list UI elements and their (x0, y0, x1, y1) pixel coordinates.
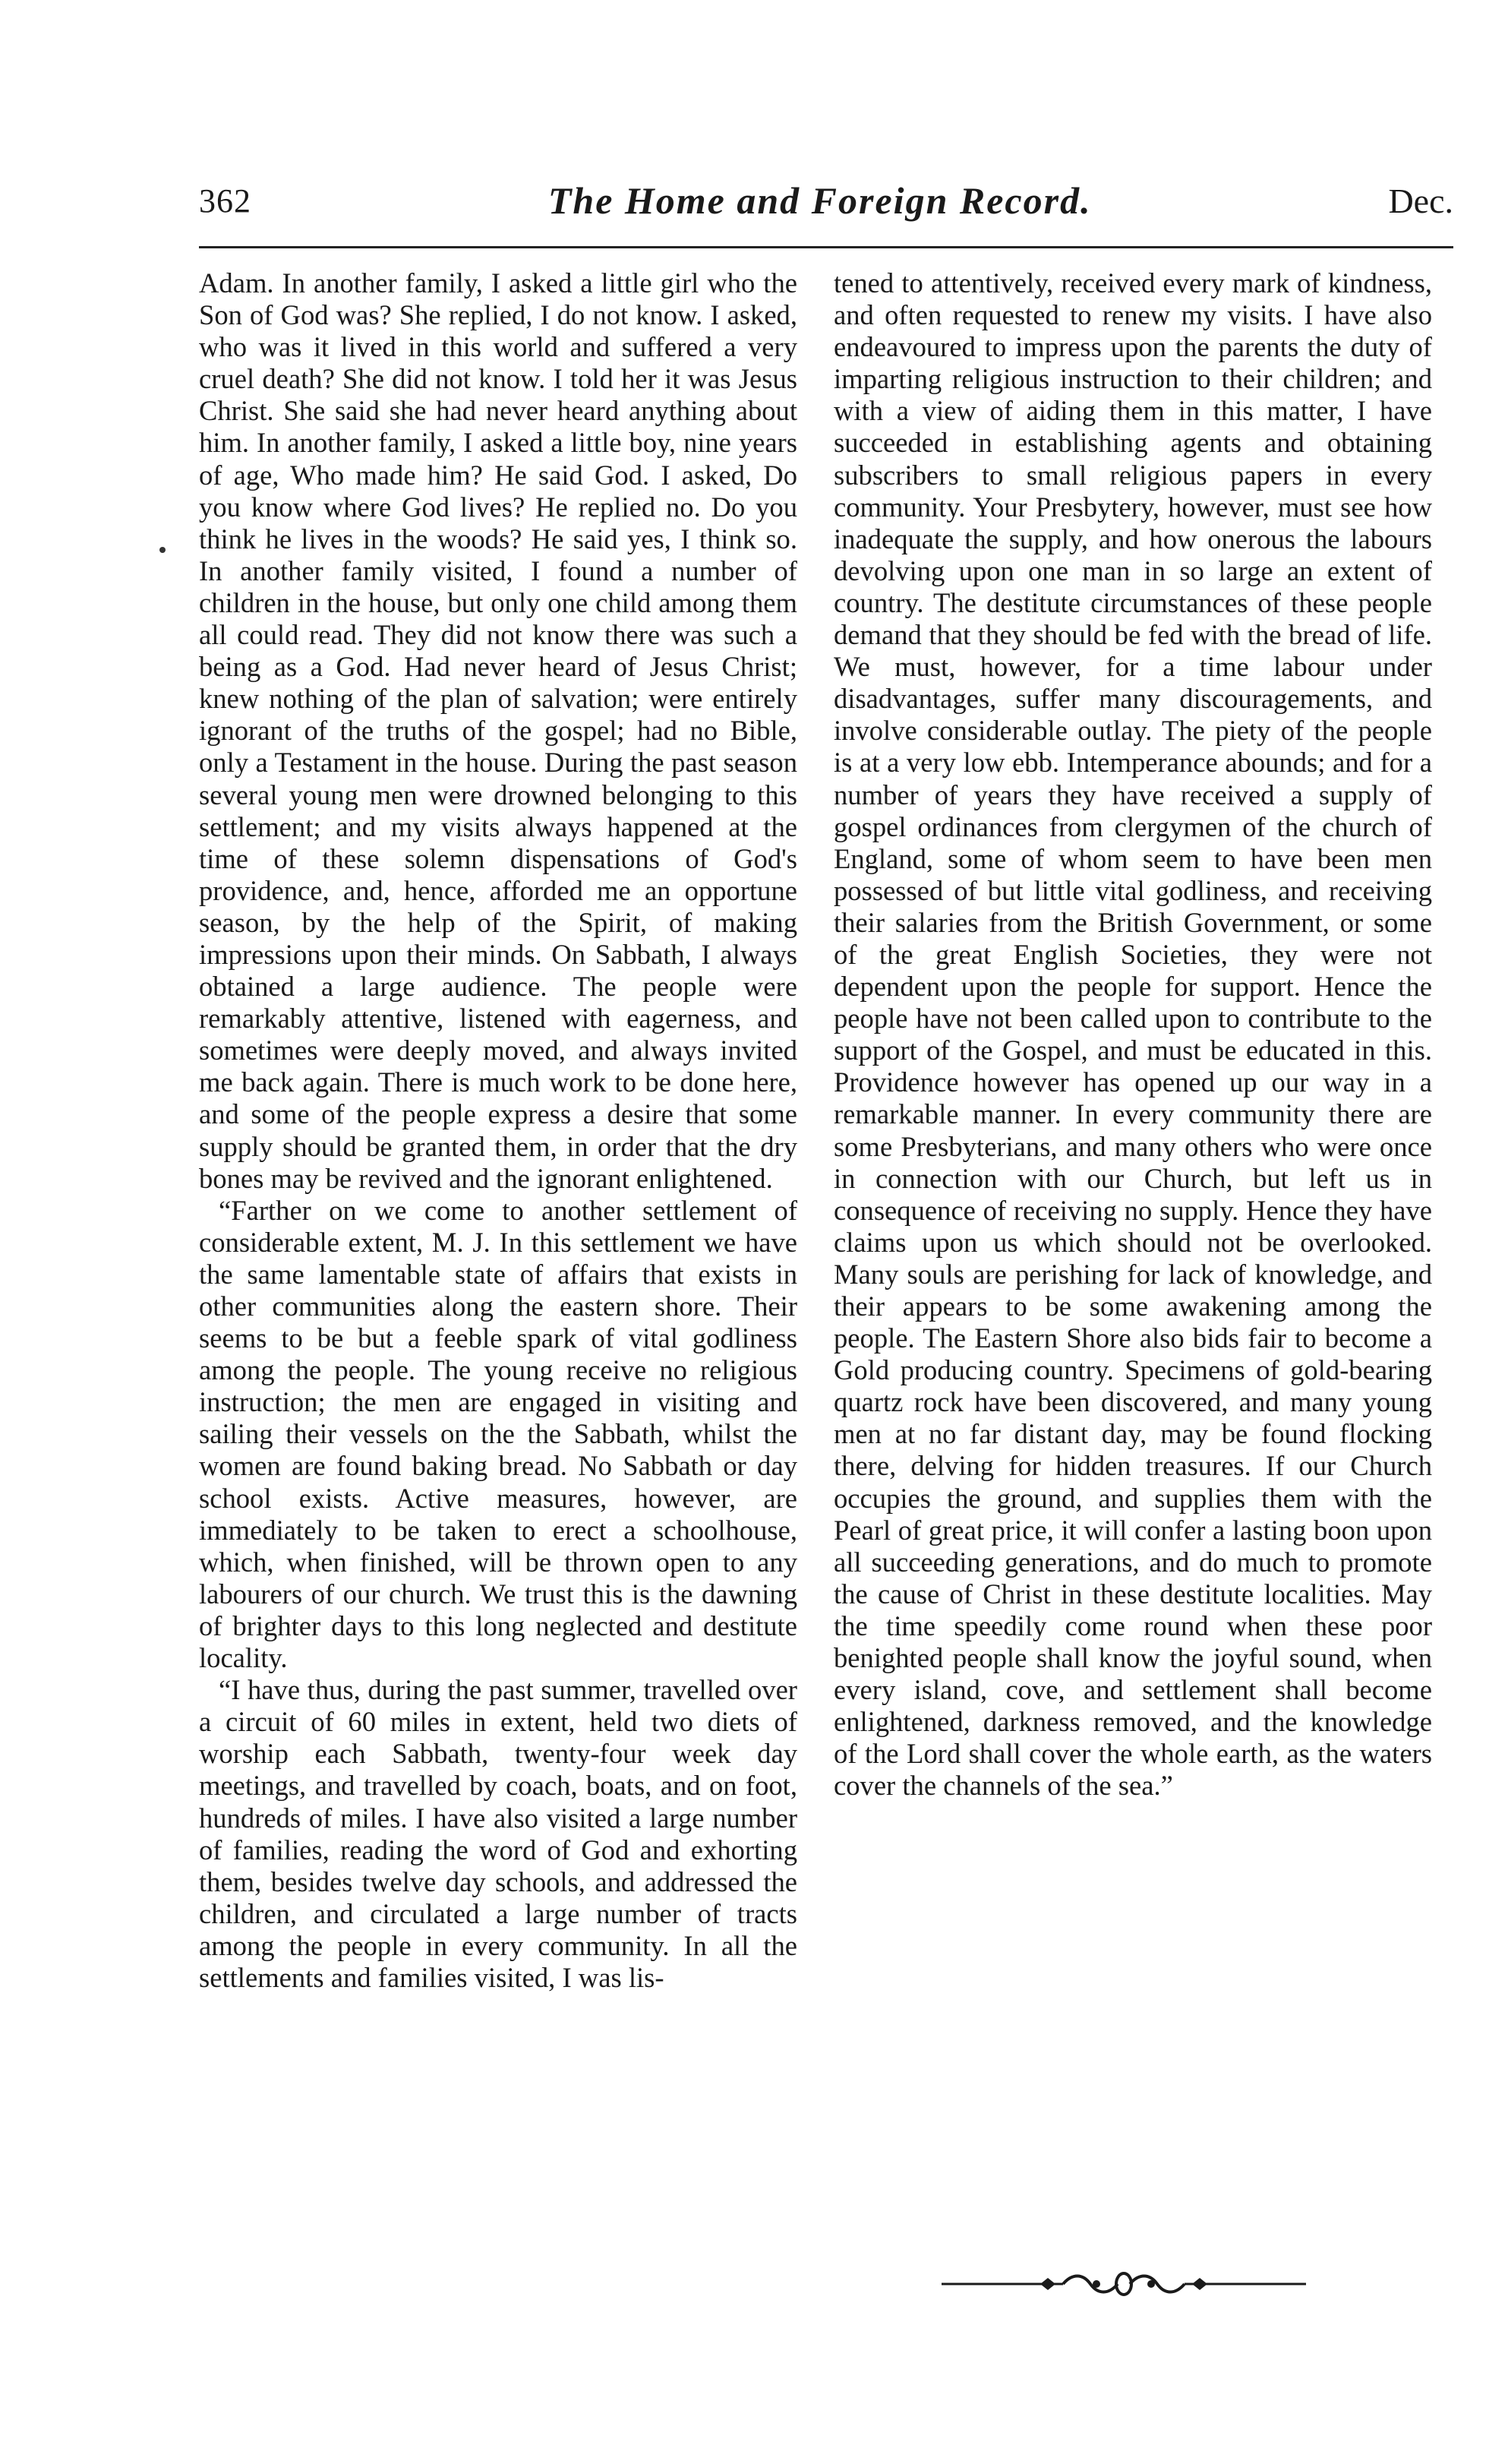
paragraph: Adam. In another family, I asked a little girl who the Son of God was? She replied, I do not know. I asked, who was it lived in this world and suffered a very cruel death? She did not know. I told her it was Jesus Christ. She said she had never heard anything about him. In another family, I asked a little boy, nine years of age, Who made him? He said God. I asked, Do you know where God lives? He replied no. Do you think he lives in the woods? He said yes, I think so. In another family visited, I found a number of children in the house, but only one child among them all could read. They did not know there was such a being as a God. Had never heard of Jesus Christ; knew nothing of the plan of salvation; were entirely ignorant of the truths of the gospel; had no Bible, only a Testament in the house. During the past season several young men were drowned belonging to this settlement; and my visits always happened at the time of these solemn dispensations of God's providence, and, hence, afforded me an opportune season, by the help of the Spirit, of making impressions upon their minds. On Sabbath, I always obtained a large audience. The people were remarkably attentive, listened with eagerness, and sometimes were deeply moved, and always invited me back again. There is much work to be done here, and some of the people express a desire that some supply should be granted them, in order that the dry bones may be revived and the ignorant enlightened. (199, 267, 797, 1194)
paragraph: “I have thus, during the past summer, travelled over a circuit of 60 miles in extent, held two diets of worship each Sabbath, twenty-four week day meetings, and travelled by coach, boats, and on foot, hundreds of miles. I have also visited a large number of families, reading the word of God and exhorting them, besides twelve day schools, and addressed the children, and circulated a large number of tracts among the people in every community. In all the settlements and families visited, I was lis- (199, 1674, 797, 1993)
header-rule (199, 246, 1453, 248)
margin-dot (159, 547, 166, 553)
page-number: 362 (199, 182, 251, 220)
running-header (199, 170, 1453, 231)
paragraph: “Farther on we come to another settlement of considerable extent, M. J. In this settlement we have the same lamentable state of affairs that exists in other communities along the eastern shore. Their seems to be but a feeble spark of vital godliness among the people. The young receive no religious instruction; the men are engaged in visiting and sailing their vessels on the the Sabbath, whilst the women are found baking bread. No Sabbath or day school exists. Active measures, however, are immediately to be taken to erect a schoolhouse, which, when finished, will be thrown open to any labourers of our church. We trust this is the dawning of brighter days to this long neglected and destitute locality. (199, 1194, 797, 1674)
header-month: Dec. (1388, 181, 1453, 220)
left-column (199, 267, 797, 2421)
paragraph: tened to attentively, received every mark of kindness, and often requested to renew my visits. I have also endeavoured to impress upon the parents the duty of imparting religious instruction to their children; and with a view of aiding them in this matter, I have succeeded in establishing agents and obtaining subscribers to small religious papers in every community. Your Presbytery, however, must see how inadequate the supply, and how onerous the labours devolving upon one man in so large an extent of country. The destitute circumstances of these people demand that they should be fed with the bread of life. We must, however, for a time labour under disadvantages, suffer many discouragements, and involve considerable outlay. The piety of the people is at a very low ebb. Intemperance abounds; and for a number of years they have received a supply of gospel ordinances from clergymen of the church of England, some of whom seem to have been men possessed of but little vital godliness, and receiving their salaries from the British Government, or some of the great English Societies, they were not dependent upon the people for support. Hence the people have not been called upon to contribute to the support of the Gospel, and must be educated in this. Providence however has opened up our way in a remarkable manner. In every community there are some Presbyterians, and many others who were once in connection with our Church, but left us in consequence of receiving no supply. Hence they have claims upon us which should not be overlooked. Many souls are perishing for lack of knowledge, and their appears to be some awakening among the people. The Eastern Shore also bids fair to become a Gold producing country. Specimens of gold-bearing quartz rock have been discovered, and many young men at no far distant day, may be found flocking there, delving for hidden treasures. If our Church occupies the ground, and supplies them with the Pearl of great price, it will confer a lasting boon upon all succeeding generations, and do much to promote the cause of Christ in these destitute localities. May the time speedily come round when these poor benighted people shall know the joyful sound, when every island, cove, and settlement shall become enlightened, darkness removed, and the knowledge of the Lord shall cover the whole earth, as the waters cover the channels of the sea.” (834, 267, 1432, 1802)
scroll-ornament-icon (942, 2267, 1306, 2301)
right-column (834, 267, 1432, 2421)
running-title: The Home and Foreign Record. (547, 179, 1092, 222)
